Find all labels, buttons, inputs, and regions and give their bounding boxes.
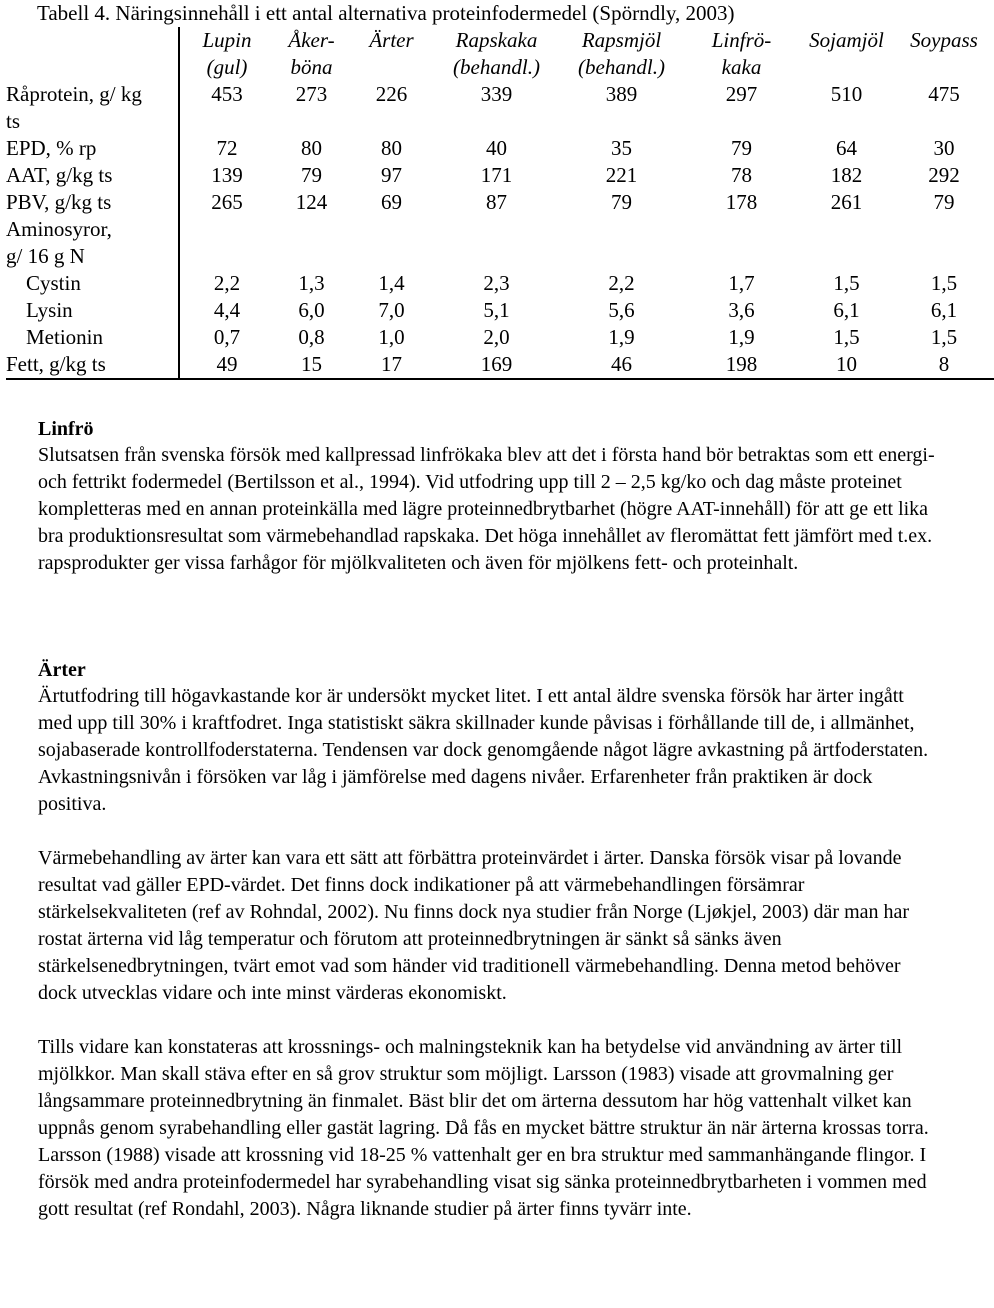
section-linfro bbox=[38, 416, 938, 577]
table-cell: 453 bbox=[211, 82, 243, 106]
table-cell: 5,1 bbox=[483, 298, 510, 322]
table-cell: 1,7 bbox=[728, 271, 755, 295]
table-cell: 97 bbox=[381, 163, 402, 187]
table-cell: 4,4 bbox=[213, 298, 241, 322]
table-cell: 169 bbox=[434, 351, 559, 379]
table-cell: 17 bbox=[349, 351, 434, 379]
column-header bbox=[799, 27, 894, 81]
table-cell: 182 bbox=[830, 163, 863, 187]
row-label-text-2: ts bbox=[6, 109, 21, 133]
table-cell: 2,2 bbox=[608, 271, 635, 295]
table-cell: 0,7 bbox=[213, 325, 241, 349]
row-label bbox=[6, 243, 179, 270]
table-cell: 226 bbox=[375, 82, 408, 106]
table-cell bbox=[684, 243, 799, 270]
column-header-line1: Rapsmjöl bbox=[581, 28, 662, 52]
table-cell: 297 bbox=[725, 82, 758, 106]
table-row bbox=[6, 162, 994, 189]
table-cell bbox=[559, 216, 684, 243]
section-heading: Ärter bbox=[38, 659, 86, 681]
table-cell: 30 bbox=[933, 136, 955, 160]
column-header bbox=[349, 27, 434, 81]
table-cell: 198 bbox=[684, 351, 799, 379]
column-header-line1: Lupin bbox=[202, 28, 252, 52]
column-header-line2: (behandl.) bbox=[453, 55, 540, 79]
section-arter bbox=[38, 657, 938, 1223]
table-cell: 87 bbox=[486, 190, 507, 214]
table-cell: 8 bbox=[894, 351, 994, 379]
row-label bbox=[6, 216, 179, 243]
table-cell bbox=[894, 243, 994, 270]
table-header-row bbox=[6, 27, 994, 81]
table-cell: 2,0 bbox=[483, 325, 510, 349]
column-header bbox=[894, 27, 994, 81]
table-cell: 78 bbox=[731, 163, 752, 187]
section-heading: Linfrö bbox=[38, 418, 94, 440]
table-cell: 265 bbox=[211, 190, 243, 214]
table-cell: 1,5 bbox=[833, 325, 860, 349]
row-label bbox=[6, 351, 179, 379]
table-row bbox=[6, 189, 994, 216]
column-header-line2: (gul) bbox=[206, 55, 248, 79]
column-header-line2: kaka bbox=[721, 55, 762, 79]
table-cell: 1,5 bbox=[833, 271, 860, 295]
table-cell: 15 bbox=[274, 351, 349, 379]
table-cell: 80 bbox=[381, 136, 402, 160]
row-label-text: Lysin bbox=[26, 298, 73, 322]
table-cell: 40 bbox=[486, 136, 507, 160]
row-label-text: Aminosyror, bbox=[6, 217, 112, 241]
paragraph: Tills vidare kan konstateras att krossnings- och malningsteknik kan ha betydelse vid användning av ärter till mjölkkor. Man skall stäva efter en så grov struktur som möjligt. Larsson (1983) visade att grovmalning ger långsammare proteinnedbrytning än finmalet. Bäst blir det om ärterna dessutom har hög vattenhalt vilket kan uppnås genom syrabehandling eller gastät lagring. Då fås en mycket bättre struktur än när ärterna krossas torra. Larsson (1988) visade att krossning vid 18-25 % vattenhalt ger en bra struktur med sammanhängande flingor. I försök med andra proteinfodermedel har syrabehandling visat sig sänka proteinnedbrytbarheten i vommen med gott resultat (ref Rondahl, 2003). Några liknande studier på ärter finns tyvärr inte. bbox=[38, 1036, 929, 1220]
column-header-line1: Åker- bbox=[288, 28, 335, 52]
table-cell: 79 bbox=[611, 190, 632, 214]
row-label bbox=[6, 135, 179, 162]
row-label-text: EPD, % rp bbox=[6, 136, 97, 160]
table-cell bbox=[434, 216, 559, 243]
paragraph: Slutsatsen från svenska försök med kallpressad linfrökaka blev att det i första hand bör betraktas som ett energi- och fettrikt fodermedel (Bertilsson et al., 1994). Vid utfodring upp till 2 – 2,5 kg/ko och dag måste proteinet kompletteras med en annan proteinkälla med lägre proteinnedbrytbarhet (högre AAT-innehåll) för att ge ett lika bra produktionsresultat som värmebehandlad rapskaka. Det höga innehållet av fleromättat fett jämfört med t.ex. rapsprodukter ger vissa farhågor för mjölkvaliteten och även för mjölkens fett- och proteinhalt. bbox=[38, 444, 935, 574]
column-header-line1: Rapskaka bbox=[455, 28, 538, 52]
table-cell: 0,8 bbox=[298, 325, 325, 349]
row-label bbox=[6, 297, 179, 324]
table-row bbox=[6, 243, 994, 270]
column-header bbox=[274, 27, 349, 81]
table-cell bbox=[799, 243, 894, 270]
table-cell: 1,9 bbox=[608, 325, 635, 349]
row-label-text: Cystin bbox=[26, 271, 81, 295]
table-cell: 35 bbox=[611, 136, 632, 160]
row-label-text: Råprotein, g/ kg bbox=[6, 82, 142, 106]
row-label-text: Fett, g/kg ts bbox=[6, 352, 106, 376]
table-caption: Tabell 4. Näringsinnehåll i ett antal alternativa proteinfodermedel (Spörndly, 2003) bbox=[37, 1, 735, 25]
table-row bbox=[6, 270, 994, 297]
table-cell: 273 bbox=[295, 82, 328, 106]
table-cell: 510 bbox=[830, 82, 863, 106]
column-header-line1: Sojamjöl bbox=[809, 28, 884, 52]
row-label-text: g/ 16 g N bbox=[6, 244, 85, 268]
column-header bbox=[559, 27, 684, 81]
table-cell: 178 bbox=[725, 190, 758, 214]
column-header-line1: Soypass bbox=[910, 28, 978, 52]
column-header-line2: böna bbox=[290, 55, 333, 79]
table-cell: 64 bbox=[836, 136, 857, 160]
table-cell: 49 bbox=[179, 351, 274, 379]
row-label-text: AAT, g/kg ts bbox=[6, 163, 113, 187]
table-cell: 1,9 bbox=[728, 325, 755, 349]
table-cell: 79 bbox=[731, 136, 752, 160]
table-cell: 5,6 bbox=[608, 298, 635, 322]
table-row bbox=[6, 324, 994, 351]
table-cell bbox=[559, 243, 684, 270]
table-cell: 124 bbox=[295, 190, 328, 214]
table-cell: 261 bbox=[830, 190, 863, 214]
table-cell: 10 bbox=[799, 351, 894, 379]
table-cell: 1,4 bbox=[378, 271, 405, 295]
table-cell bbox=[179, 243, 274, 270]
table-cell: 80 bbox=[301, 136, 322, 160]
column-header bbox=[684, 27, 799, 81]
table-cell: 292 bbox=[928, 163, 960, 187]
table-cell: 1,5 bbox=[930, 271, 958, 295]
column-header-line1: Linfrö- bbox=[711, 28, 772, 52]
column-header-line1: Ärter bbox=[369, 28, 414, 52]
table-cell: 1,3 bbox=[298, 271, 325, 295]
table-row bbox=[6, 216, 994, 243]
row-label bbox=[6, 189, 179, 216]
table-cell: 79 bbox=[301, 163, 322, 187]
table-cell: 3,6 bbox=[728, 298, 755, 322]
table-cell bbox=[799, 216, 894, 243]
nutrition-table bbox=[6, 27, 994, 380]
row-label bbox=[6, 162, 179, 189]
table-row bbox=[6, 135, 994, 162]
table-cell: 339 bbox=[480, 82, 513, 106]
table-cell: 475 bbox=[928, 82, 960, 106]
column-header-line2: (behandl.) bbox=[578, 55, 665, 79]
table-row bbox=[6, 351, 994, 379]
table-cell: 46 bbox=[559, 351, 684, 379]
paragraph: Värmebehandling av ärter kan vara ett sätt att förbättra proteinvärdet i ärter. Danska försök visar på lovande resultat vad gäller EPD-värdet. Det finns dock indikationer på att värmebehandlingen försämrar stärkelsekvaliteten (ref av Rohndal, 2002). Nu finns dock nya studier från Norge (Ljøkjel, 2003) där man har rostat ärterna vid låg temperatur och förutom att proteinnedbrytningen är sänkt så sänks även stärkelsenedbrytningen, tvärt emot vad som händer vid traditionell värmebehandling. Denna metod behöver dock utvecklas vidare och inte minst värderas ekonomiskt. bbox=[38, 847, 910, 1004]
table-cell bbox=[434, 243, 559, 270]
table-cell: 6,0 bbox=[298, 298, 325, 322]
row-label bbox=[6, 270, 179, 297]
table-cell bbox=[274, 216, 349, 243]
row-label bbox=[6, 81, 179, 135]
table-cell bbox=[274, 243, 349, 270]
table-cell: 6,1 bbox=[930, 298, 958, 322]
paragraph: Ärtutfodring till högavkastande kor är undersökt mycket litet. I ett antal äldre svenska försök har ärter ingått med upp till 30% i kraftfodret. Inga statistiskt säkra skillnader kunde påvisas i förhållande till de, i allmänhet, sojabaserade kontrollfoderstaterna. Tendensen var dock genomgående något lägre avkastning på ärtfoderstaten. Avkastningsnivån i försöken var låg i jämförelse med dagens nivåer. Erfarenheter från praktiken är dock positiva. bbox=[38, 685, 929, 815]
column-header bbox=[434, 27, 559, 81]
header-empty-cell bbox=[6, 27, 179, 81]
table-cell: 221 bbox=[605, 163, 638, 187]
table-cell: 69 bbox=[381, 190, 402, 214]
table-cell bbox=[684, 216, 799, 243]
row-label-text: Metionin bbox=[26, 325, 103, 349]
table-cell: 171 bbox=[480, 163, 513, 187]
table-cell bbox=[349, 216, 434, 243]
table-cell bbox=[179, 216, 274, 243]
table-cell bbox=[349, 243, 434, 270]
table-row bbox=[6, 297, 994, 324]
table-cell: 72 bbox=[216, 136, 238, 160]
table-cell: 79 bbox=[933, 190, 955, 214]
table-cell: 2,3 bbox=[483, 271, 510, 295]
row-label bbox=[6, 324, 179, 351]
table-cell bbox=[894, 216, 994, 243]
column-header bbox=[179, 27, 274, 81]
table-cell: 6,1 bbox=[833, 298, 860, 322]
table-cell: 2,2 bbox=[213, 271, 241, 295]
table-cell: 139 bbox=[211, 163, 243, 187]
table-cell: 389 bbox=[605, 82, 638, 106]
table-cell: 1,0 bbox=[378, 325, 405, 349]
table-row bbox=[6, 81, 994, 135]
row-label-text: PBV, g/kg ts bbox=[6, 190, 112, 214]
table-cell: 7,0 bbox=[378, 298, 405, 322]
table-cell: 1,5 bbox=[930, 325, 958, 349]
